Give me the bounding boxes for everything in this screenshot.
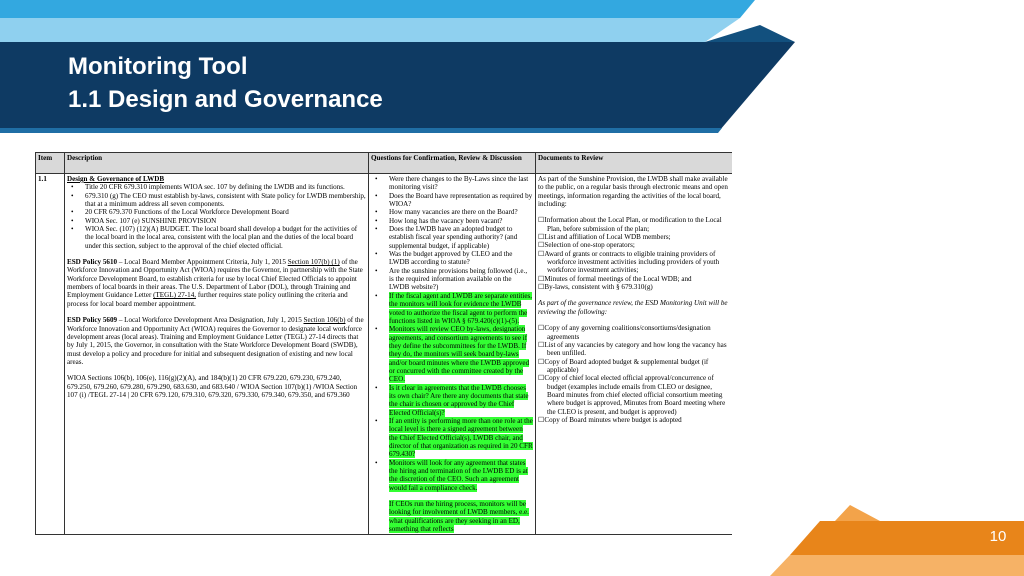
esd-policy-5609-body: of the Workforce Innovation and Opportunity Act (WIOA) requires the Governor to designate local workforce development areas (local areas). Training and Employment Guidance Letter (TEGL) 27-14 directs that by July 1, 2015, the Governor, in consultation with the State Workforce Development Board (SWDB), must develop a policy and procedure for initial and subsequent designation of existing and new local areas. [67,316,364,366]
bottom-orange-light-band [770,555,1024,576]
header-questions: Questions for Confirmation, Review & Discussion [369,153,536,174]
questions-footer-text: If CEOs run the hiring process, monitors will be looking for involvement of LWDB members, e.e. what qualifications are they seeking in an ED, something that reflects [389,500,529,534]
cell-documents [536,174,733,535]
question-text: If the fiscal agent and LWDB are separate entities, the monitors will look for evidence the LWDB voted to authorize the fiscal agent to perform the functions listed in WIOA § 679.420(c)(1)-(5). [389,291,533,325]
checklist-item: ☐ Copy of any governing coalitions/consortiums/designation agreements [538,324,730,341]
questions-footer [371,500,533,533]
checklist-item: ☐ Award of grants or contracts to eligible training providers of workforce investment activities including providers of youth workforce investment activities; [538,250,730,275]
list-item [371,217,533,225]
list-item: • Title 20 CFR 679.310 implements WIOA sec. 107 by defining the LWDB and its functions. [67,183,366,191]
list-item [371,267,533,292]
list-item [371,292,533,325]
esd-policy-5610-end: further requires state policy outlining the criteria and process for local board member appointment. [67,291,348,308]
question-text: Are the sunshine provisions being followed (i.e., is the required information available on the LWDB website?) [389,266,528,292]
list-item: • WIOA Sec. 107 (e) SUNSHINE PROVISION [67,217,366,225]
esd-policy-5610-section: Section 107(b) (1) [287,258,340,267]
cell-questions [369,174,536,535]
question-text: If an entity is performing more than one role at the local level is there a signed agreement between the Chief Elected Official(s), LWDB chair, and director of that organization as required in 20 CFR 679.430? [389,416,533,459]
checklist-item: ☐ Copy of Board minutes where budget is adopted [538,416,730,424]
checklist-item: ☐ Copy of Board adopted budget & supplemental budget (if applicable) [538,358,730,375]
list-item [371,325,533,383]
question-text: Was the budget approved by CLEO and the LWDB according to statute? [389,250,513,267]
checklist-item: ☐ List of any vacancies by category and how long the vacancy has been unfilled. [538,341,730,358]
top-light-blue-band [0,0,755,18]
checklist-item: ☐ By-laws, consistent with § 679.310(g) [538,283,730,291]
top-sky-band [0,18,740,42]
cell-description [65,174,369,535]
slide-title-line-1: Monitoring Tool [68,53,248,80]
esd-policy-5609-section: Section 106(b) [303,316,346,325]
list-item [371,459,533,492]
list-item [371,225,533,250]
header-documents: Documents to Review [536,153,733,174]
banner-bottom-edge [0,128,722,133]
table-row [36,174,733,535]
documents-intro: As part of the Sunshine Provision, the LWDB shall make available to the public, on a regular basis through electronic means and open meetings, information regarding the activities of the local board, including: [538,175,728,209]
question-text: Were there changes to the By-Laws since the last monitoring visit? [389,175,529,192]
checklist-item: ☐ Selection of one-stop operators; [538,241,730,249]
checklist-item: ☐ Information about the Local Plan, or modification to the Local Plan, before submission of the plan; [538,216,730,233]
list-item: • 20 CFR 679.370 Functions of the Local Workforce Development Board [67,208,366,216]
review-note: As part of the governance review, the ESD Monitoring Unit will be reviewing the following: [538,299,728,316]
monitoring-table-document [35,152,732,570]
question-text: Is it clear in agreements that the LWDB chooses its own chair? Are there any documents that state the chair is chosen or approved by the Chief Elected Official(s)? [389,383,529,417]
list-item [371,384,533,417]
question-text: Monitors will review CEO by-laws, designation agreements, and consortium agreements to see if they define the subcommittees for the LWDB. If they do, the monitors will seek board by-laws and/or board minutes where the LWDB approved or concurred with the committee created by the CEO. [389,325,530,384]
esd-policy-5610-body: of the Workforce Innovation and Opportunity Act (WIOA) requires the Governor, in partnership with the State Workforce Development Board, to establish criteria for use by local Chief Elected Officials to appoint members of local boards in their areas. The U.S. Department of Labor (DOL), through Training and Employment Guidance Letter [67,258,363,300]
esd-policy-5610 [67,258,366,308]
wioa-sections: WIOA Sections 106(b), 106(e), 116(g)(2)(A), and 184(b)(1) 20 CFR 679.220, 679.230, 679.240, 679.250, 679.260, 679.280, 679.290, 683.630, and 683.640 / WIOA Section 107(b)(1) /WIOA Section 107 (i) /TEGL 27-14 | 20 CFR 679.120, 679.310, 679.320, 679.330, 679.340, 679.350, and 679.360 [67,374,358,399]
checklist-item: ☐ Minutes of formal meetings of the Local WDB; and [538,275,730,283]
table-header-row [36,153,733,174]
checklist-item: ☐ List and affiliation of Local WDB members; [538,233,730,241]
esd-policy-5610-label: ESD Policy 5610 [67,258,118,267]
header-description: Description [65,153,369,174]
list-item: • WIOA Sec. (107) (12)(A) BUDGET. The local board shall develop a budget for the activities of the local board in the local area, consistent with the local plan and the duties of the local board under this section, subject to the approval of the chief elected official. [67,225,366,250]
list-item [371,250,533,267]
list-item [371,175,533,192]
esd-policy-5610-title: – Local Board Member Appointment Criteria, July 1, 2015 [117,258,288,267]
page-number: 10 [989,528,1007,545]
monitoring-table [35,152,732,535]
list-item: • 679.310 (g) The CEO must establish by-laws, consistent with State policy for LWDB membership, that at a minimum address all seven components. [67,192,366,209]
list-item [371,192,533,209]
list-item [371,208,533,216]
question-text: Does the LWDB have an adopted budget to establish fiscal year spending authority? (and supplemental budget, if applicable) [389,225,518,250]
slide-title [68,50,383,116]
bottom-orange-accent [835,505,880,521]
question-text: Monitors will look for any agreement that states the hiring and termination of the LWDB ED is at the discretion of the CEO. Such an agreement would fail a compliance check. [389,458,528,492]
description-heading: Design & Governance of LWDB [67,175,165,183]
question-text: How many vacancies are there on the Board? [389,208,518,217]
esd-policy-5609-title: – Local Workforce Development Area Designation, July 1, 2015 [117,316,304,325]
esd-policy-5610-tegl: (TEGL) 27-14, [153,291,197,300]
question-text: Does the Board have representation as required by WIOA? [389,191,533,209]
checklist-item: ☐ Copy of chief local elected official approval/concurrence of budget (examples include emails from CLEO or designee, Board minutes from chief elected official consortium meeting where budget is approved, Minutes from Board meeting where the CLEO is present, and budget is approved) [538,374,730,416]
esd-policy-5609 [67,316,366,366]
description-bullets [67,183,366,250]
question-text: How long has the vacancy been vacant? [389,216,503,225]
questions-list [371,175,533,492]
esd-policy-5609-label: ESD Policy 5609 [67,316,118,325]
slide-title-line-2: 1.1 Design and Governance [68,86,383,113]
cell-item: 1.1 [36,174,65,535]
list-item [371,417,533,459]
header-item: Item [36,153,65,174]
